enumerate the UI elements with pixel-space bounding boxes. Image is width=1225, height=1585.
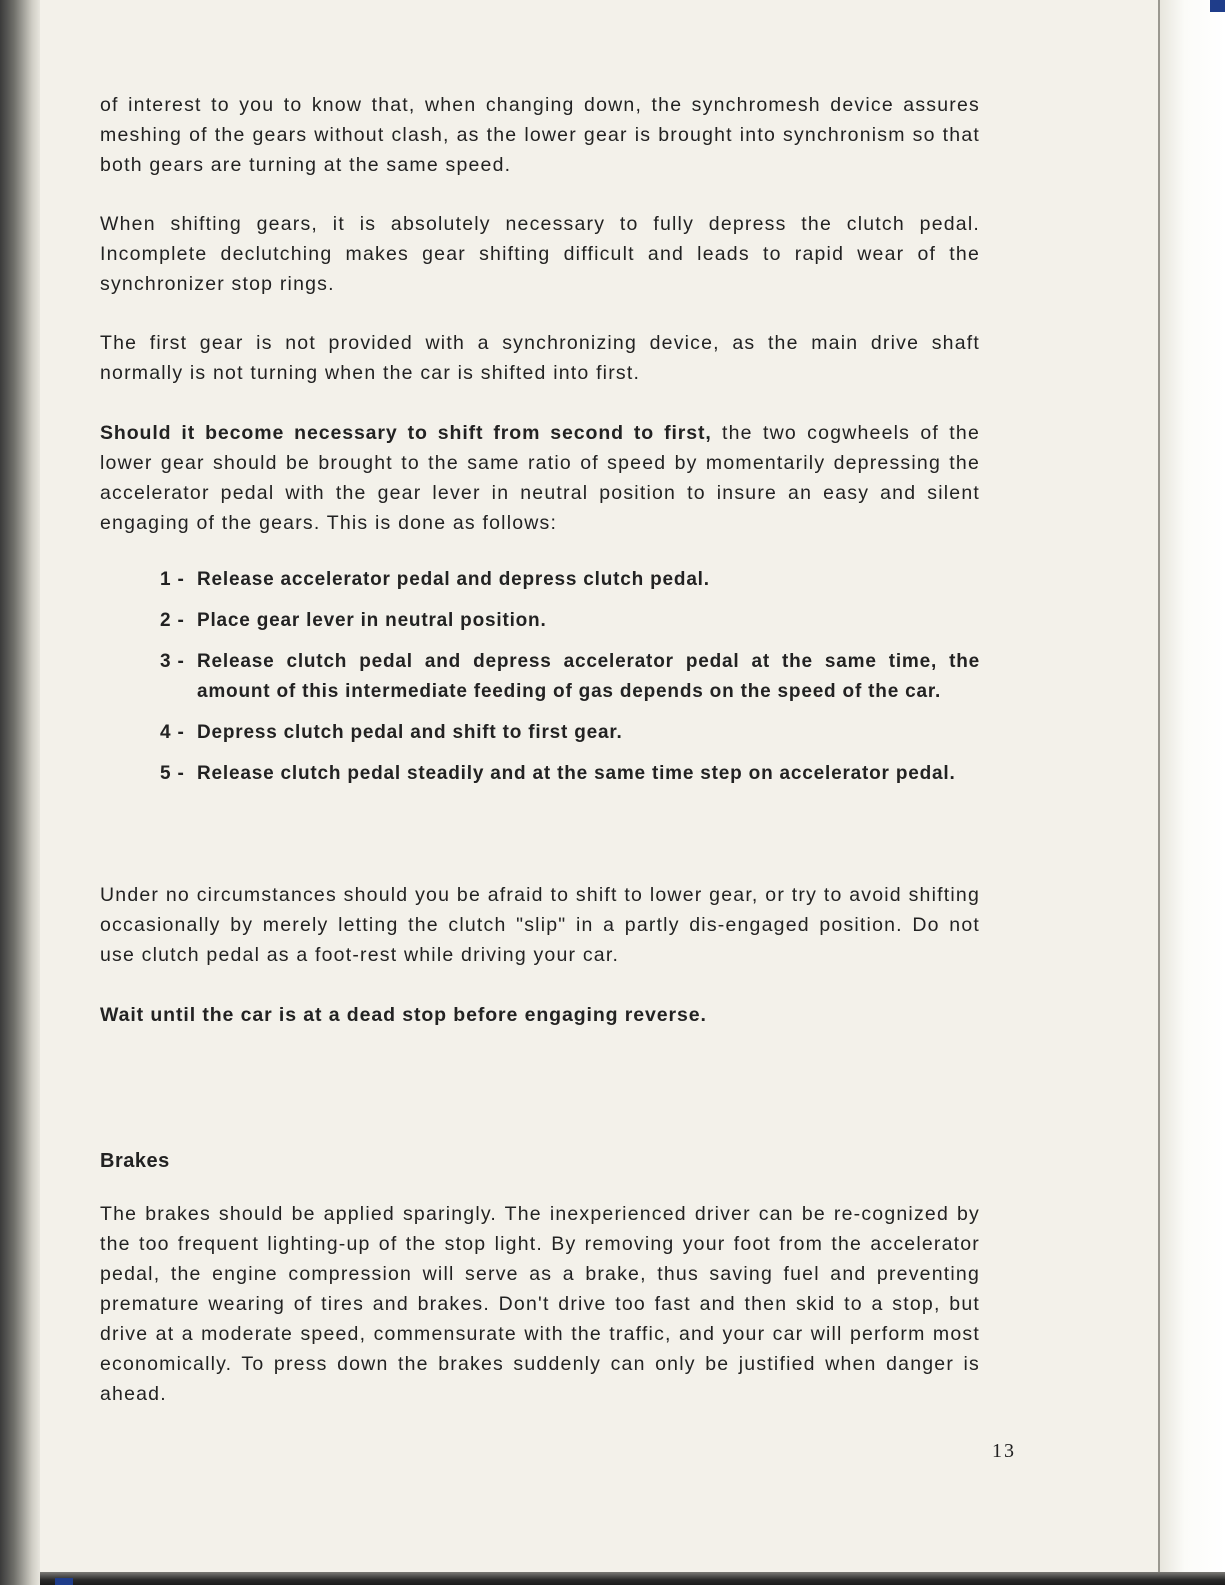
paragraph-second-to-first-lead: Should it become necessary to shift from second to first,: [100, 422, 712, 444]
paragraph-second-to-first-body: the two cogwheels of the lower gear should be brought to the same ratio of speed by momentarily depressing the accelerator pedal with the gear lever in neutral position to insure an easy and silent engaging of the gears. This is done as follows:: [100, 422, 980, 534]
step-text: Release accelerator pedal and depress clutch pedal.: [197, 569, 710, 590]
step-item: [160, 606, 980, 636]
step-text: Release clutch pedal and depress accelerator pedal at the same time, the amount of this intermediate feeding of gas depends on the speed of the car.: [197, 651, 980, 702]
binding-gutter: [0, 0, 40, 1585]
paragraph-reverse-warning: Wait until the car is at a dead stop before engaging reverse.: [100, 1004, 707, 1026]
paragraph-synchromesh: of interest to you to know that, when changing down, the synchromesh device assures meshing of the gears without clash, as the lower gear is brought into synchronism so that both gears are turning at the same speed.: [100, 94, 980, 176]
step-text: Depress clutch pedal and shift to first gear.: [197, 722, 623, 743]
step-number: 2 -: [160, 610, 185, 631]
page-number: 13: [992, 1440, 1016, 1462]
scan-bottom-edge: [40, 1572, 1225, 1585]
paragraph-shifting-gears: When shifting gears, it is absolutely necessary to fully depress the clutch pedal. Incomplete declutching makes gear shifting difficult and leads to rapid wear of the synchronizer stop rings.: [100, 213, 980, 295]
step-number: 3 -: [160, 651, 185, 672]
shift-steps-list: [160, 565, 980, 800]
step-text: Place gear lever in neutral position.: [197, 610, 547, 631]
document-page: [40, 0, 1158, 1572]
step-number: 1 -: [160, 569, 185, 590]
paragraph-second-to-first: [100, 418, 980, 538]
scan-bottom-mark: [55, 1578, 73, 1585]
scan-corner-mark: [1210, 0, 1225, 12]
step-text: Release clutch pedal steadily and at the same time step on accelerator pedal.: [197, 763, 956, 784]
step-number: 4 -: [160, 722, 185, 743]
step-item: [160, 718, 980, 748]
paragraph-brakes: The brakes should be applied sparingly. The inexperienced driver can be re-cognized by the too frequent lighting-up of the stop light. By removing your foot from the accelerator pedal, the engine compression will serve as a brake, thus saving fuel and preventing premature wearing of tires and brakes. Don't drive too fast and then skid to a stop, but drive at a moderate speed, commensurate with the traffic, and your car will perform most economically. To press down the brakes suddenly can only be justified when danger is ahead.: [100, 1203, 980, 1405]
page-edge: [1158, 0, 1225, 1585]
step-number: 5 -: [160, 763, 185, 784]
section-heading-brakes: Brakes: [100, 1150, 170, 1172]
step-item: [160, 759, 980, 789]
step-item: [160, 565, 980, 595]
step-item: [160, 647, 980, 707]
paragraph-no-circumstances: Under no circumstances should you be afraid to shift to lower gear, or try to avoid shifting occasionally by merely letting the clutch "slip" in a partly dis-engaged position. Do not use clutch pedal as a foot-rest while driving your car.: [100, 884, 980, 966]
paragraph-first-gear: The first gear is not provided with a synchronizing device, as the main drive shaft normally is not turning when the car is shifted into first.: [100, 332, 980, 384]
